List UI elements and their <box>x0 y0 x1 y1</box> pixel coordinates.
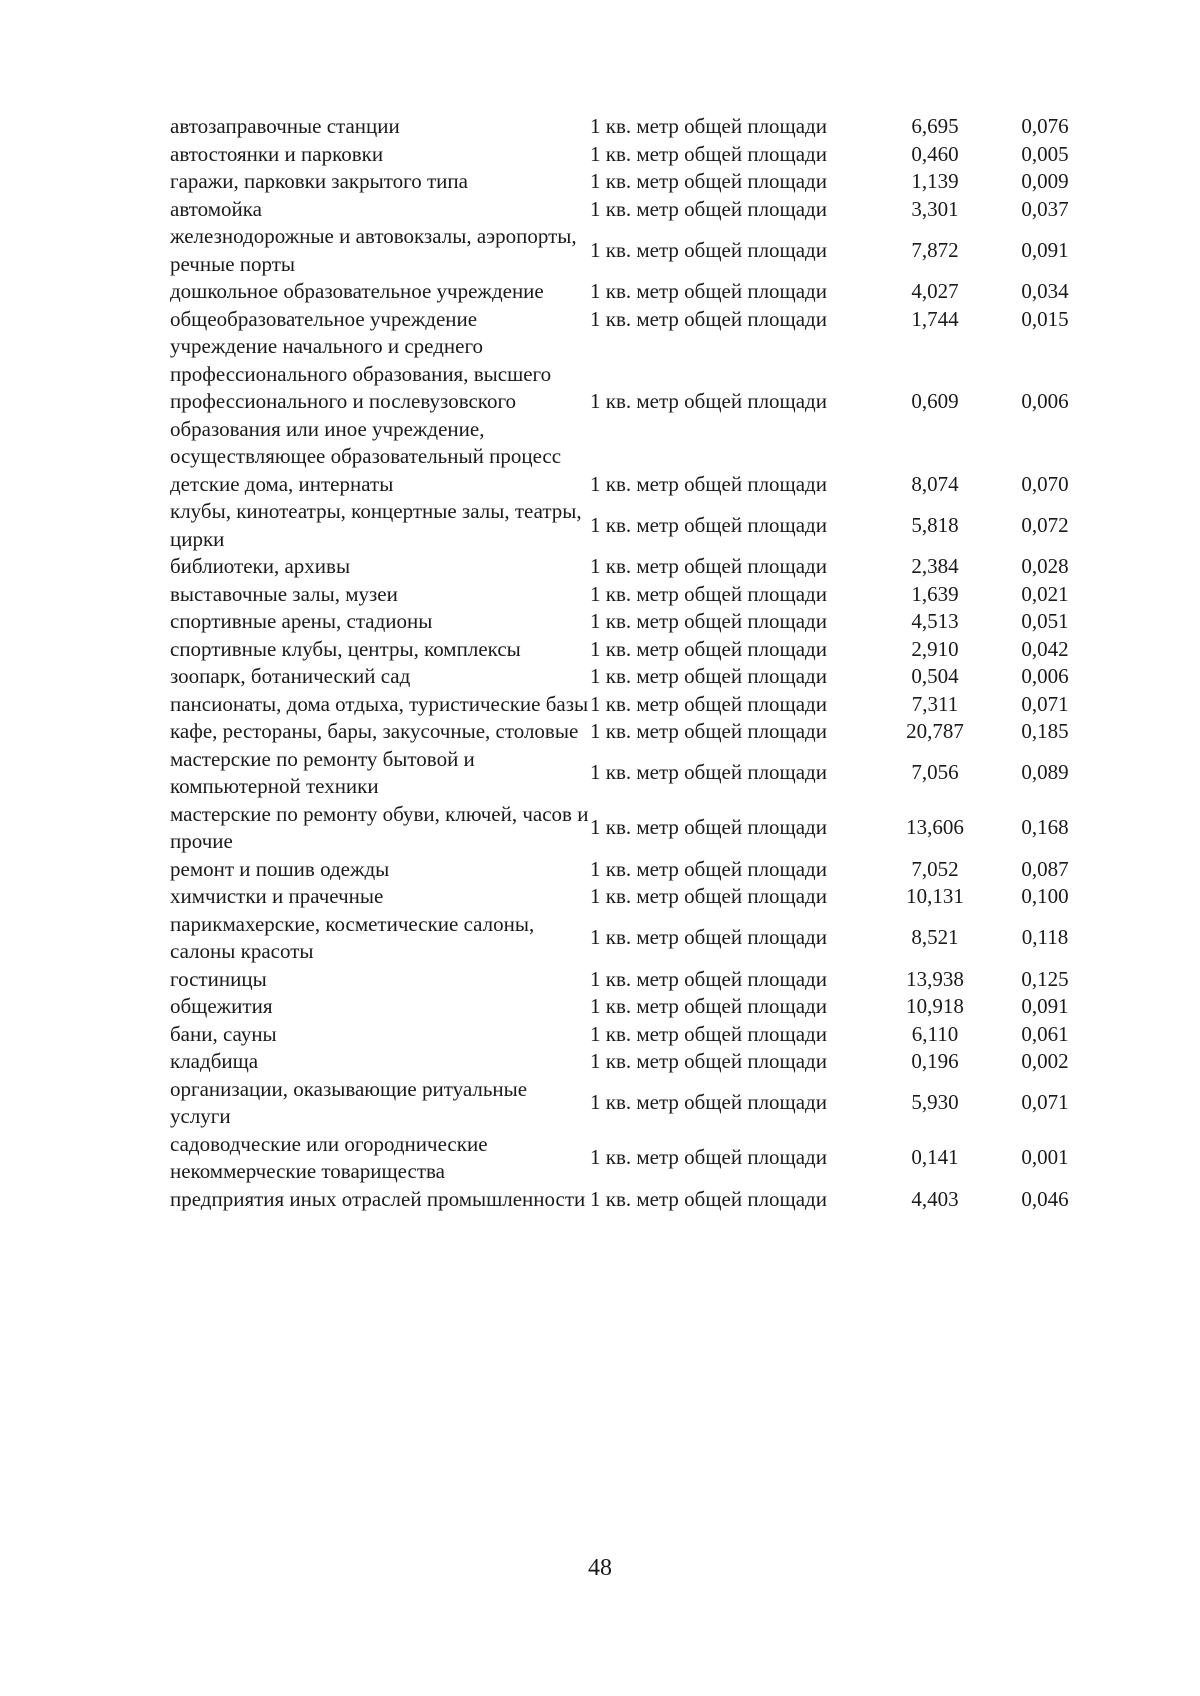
table-row <box>170 911 1100 966</box>
object-name-cell: общежития <box>170 994 273 1018</box>
unit-cell: 1 кв. метр общей площади <box>590 691 827 716</box>
object-name-cell: кладбища <box>170 1049 259 1073</box>
value-1-cell: 4,027 <box>911 279 959 303</box>
value-2-cell: 0,021 <box>1021 581 1069 606</box>
value-2-cell: 0,118 <box>1021 925 1069 950</box>
table-row <box>170 691 1100 719</box>
unit-cell: 1 кв. метр общей площади <box>590 1021 827 1046</box>
value-2-cell: 0,070 <box>1021 471 1069 496</box>
object-name-cell: предприятия иных отраслей промышленности <box>170 1186 586 1211</box>
value-1-cell: 20,787 <box>906 719 964 743</box>
object-name-cell: железнодорожные и автовокзалы, аэропорты, речные порты <box>170 224 577 276</box>
value-2-cell: 0,100 <box>1021 884 1069 908</box>
object-name-cell: пансионаты, дома отдыха, туристические базы <box>170 691 589 716</box>
value-1-cell: 6,695 <box>911 114 959 138</box>
object-name-cell: выставочные залы, музеи <box>170 581 398 606</box>
unit-cell: 1 кв. метр общей площади <box>590 581 827 606</box>
value-1-cell: 7,056 <box>911 760 959 785</box>
table-row <box>170 1131 1100 1186</box>
unit-cell: 1 кв. метр общей площади <box>590 760 827 785</box>
object-name-cell: общеобразовательное учреждение <box>170 306 478 331</box>
object-name-cell: организации, оказывающие ритуальные услуги <box>170 1076 528 1128</box>
page-number: 48 <box>588 1555 612 1581</box>
table-row <box>170 168 1100 196</box>
value-1-cell: 4,403 <box>911 1186 959 1211</box>
value-2-cell: 0,071 <box>1021 1090 1069 1115</box>
value-1-cell: 8,074 <box>911 471 959 496</box>
object-name-cell: автозаправочные станции <box>170 114 400 138</box>
norms-table <box>170 113 1100 1213</box>
object-name-cell: парикмахерские, косметические салоны, салоны красоты <box>170 911 535 963</box>
unit-cell: 1 кв. метр общей площади <box>590 1049 827 1073</box>
object-name-cell: мастерские по ремонту обуви, ключей, часов и прочие <box>170 801 589 853</box>
object-name-cell: автостоянки и парковки <box>170 141 384 166</box>
unit-cell: 1 кв. метр общей площади <box>590 664 827 688</box>
unit-cell: 1 кв. метр общей площади <box>590 719 827 743</box>
table-row <box>170 306 1100 334</box>
table-row <box>170 196 1100 224</box>
object-name-cell: дошкольное образовательное учреждение <box>170 279 544 303</box>
object-name-cell: ремонт и пошив одежды <box>170 856 390 881</box>
value-2-cell: 0,089 <box>1021 760 1069 785</box>
value-1-cell: 2,910 <box>911 636 959 661</box>
value-2-cell: 0,091 <box>1021 237 1069 262</box>
table-row <box>170 746 1100 801</box>
value-2-cell: 0,002 <box>1021 1049 1069 1073</box>
object-name-cell: зоопарк, ботанический сад <box>170 664 411 688</box>
value-1-cell: 0,141 <box>911 1145 959 1170</box>
unit-cell: 1 кв. метр общей площади <box>590 966 827 991</box>
table-row <box>170 883 1100 911</box>
value-1-cell: 10,131 <box>906 884 964 908</box>
table-row <box>170 223 1100 278</box>
value-2-cell: 0,006 <box>1021 389 1069 413</box>
value-1-cell: 6,110 <box>911 1021 959 1046</box>
value-2-cell: 0,034 <box>1021 279 1069 303</box>
table-row <box>170 1021 1100 1049</box>
object-name-cell: спортивные арены, стадионы <box>170 609 433 633</box>
value-1-cell: 10,918 <box>906 994 964 1018</box>
object-name-cell: садоводческие или огороднические некоммерческие товарищества <box>170 1131 488 1183</box>
unit-cell: 1 кв. метр общей площади <box>590 196 827 221</box>
value-1-cell: 0,460 <box>911 141 959 166</box>
value-2-cell: 0,168 <box>1021 815 1069 840</box>
value-1-cell: 1,639 <box>911 581 959 606</box>
object-name-cell: клубы, кинотеатры, концертные залы, театры, цирки <box>170 499 582 551</box>
value-1-cell: 4,513 <box>911 609 959 633</box>
value-1-cell: 1,744 <box>911 306 959 331</box>
value-2-cell: 0,001 <box>1021 1145 1069 1170</box>
value-2-cell: 0,028 <box>1021 554 1069 578</box>
object-name-cell: автомойка <box>170 196 262 221</box>
table-row <box>170 333 1100 471</box>
unit-cell: 1 кв. метр общей площади <box>590 471 827 496</box>
object-name-cell: детские дома, интернаты <box>170 471 394 496</box>
value-2-cell: 0,046 <box>1021 1186 1069 1211</box>
unit-cell: 1 кв. метр общей площади <box>590 884 827 908</box>
table-row <box>170 1048 1100 1076</box>
unit-cell: 1 кв. метр общей площади <box>590 925 827 950</box>
value-1-cell: 7,872 <box>911 237 959 262</box>
table-row <box>170 498 1100 553</box>
value-1-cell: 5,930 <box>911 1090 959 1115</box>
value-1-cell: 0,196 <box>911 1049 959 1073</box>
table-row <box>170 113 1100 141</box>
value-2-cell: 0,125 <box>1021 966 1069 991</box>
table-row <box>170 718 1100 746</box>
value-2-cell: 0,042 <box>1021 636 1069 661</box>
unit-cell: 1 кв. метр общей площади <box>590 512 827 537</box>
value-2-cell: 0,015 <box>1021 306 1069 331</box>
value-1-cell: 13,606 <box>906 815 964 840</box>
object-name-cell: библиотеки, архивы <box>170 554 351 578</box>
value-1-cell: 0,609 <box>911 389 959 413</box>
unit-cell: 1 кв. метр общей площади <box>590 815 827 840</box>
unit-cell: 1 кв. метр общей площади <box>590 1186 827 1211</box>
table-row <box>170 801 1100 856</box>
value-1-cell: 1,139 <box>911 169 959 193</box>
value-2-cell: 0,185 <box>1021 719 1069 743</box>
unit-cell: 1 кв. метр общей площади <box>590 169 827 193</box>
unit-cell: 1 кв. метр общей площади <box>590 389 827 413</box>
object-name-cell: учреждение начального и среднего профессионального образования, высшего профессионального и послевузовского образования или иное учреждение, осуществляющее образовательный процесс <box>170 334 562 468</box>
value-2-cell: 0,087 <box>1021 856 1069 881</box>
table-row <box>170 1076 1100 1131</box>
unit-cell: 1 кв. метр общей площади <box>590 609 827 633</box>
unit-cell: 1 кв. метр общей площади <box>590 856 827 881</box>
value-2-cell: 0,009 <box>1021 169 1069 193</box>
table-row <box>170 608 1100 636</box>
table-row <box>170 471 1100 499</box>
table-row <box>170 141 1100 169</box>
unit-cell: 1 кв. метр общей площади <box>590 306 827 331</box>
value-1-cell: 0,504 <box>911 664 959 688</box>
table-row <box>170 581 1100 609</box>
table-row <box>170 993 1100 1021</box>
unit-cell: 1 кв. метр общей площади <box>590 1145 827 1170</box>
table-row <box>170 553 1100 581</box>
table-row <box>170 966 1100 994</box>
object-name-cell: кафе, рестораны, бары, закусочные, столовые <box>170 719 579 743</box>
value-1-cell: 7,052 <box>911 856 959 881</box>
value-2-cell: 0,006 <box>1021 664 1069 688</box>
value-2-cell: 0,076 <box>1021 114 1069 138</box>
table-row <box>170 663 1100 691</box>
value-2-cell: 0,091 <box>1021 994 1069 1018</box>
value-2-cell: 0,071 <box>1021 691 1069 716</box>
object-name-cell: мастерские по ремонту бытовой и компьютерной техники <box>170 746 475 798</box>
value-1-cell: 5,818 <box>911 512 959 537</box>
table-row <box>170 636 1100 664</box>
unit-cell: 1 кв. метр общей площади <box>590 141 827 166</box>
unit-cell: 1 кв. метр общей площади <box>590 237 827 262</box>
value-1-cell: 8,521 <box>911 925 959 950</box>
value-1-cell: 3,301 <box>911 196 959 221</box>
object-name-cell: спортивные клубы, центры, комплексы <box>170 636 521 661</box>
object-name-cell: гостиницы <box>170 966 267 991</box>
unit-cell: 1 кв. метр общей площади <box>590 1090 827 1115</box>
unit-cell: 1 кв. метр общей площади <box>590 279 827 303</box>
unit-cell: 1 кв. метр общей площади <box>590 994 827 1018</box>
value-2-cell: 0,005 <box>1021 141 1069 166</box>
value-2-cell: 0,061 <box>1021 1021 1069 1046</box>
norms-table-body <box>170 113 1100 1213</box>
value-1-cell: 2,384 <box>911 554 959 578</box>
table-row <box>170 1186 1100 1214</box>
table-row <box>170 856 1100 884</box>
table-row <box>170 278 1100 306</box>
value-2-cell: 0,051 <box>1021 609 1069 633</box>
value-2-cell: 0,072 <box>1021 512 1069 537</box>
value-2-cell: 0,037 <box>1021 196 1069 221</box>
value-1-cell: 13,938 <box>906 966 964 991</box>
object-name-cell: химчистки и прачечные <box>170 884 384 908</box>
unit-cell: 1 кв. метр общей площади <box>590 636 827 661</box>
unit-cell: 1 кв. метр общей площади <box>590 114 827 138</box>
object-name-cell: бани, сауны <box>170 1021 277 1046</box>
value-1-cell: 7,311 <box>911 691 959 716</box>
object-name-cell: гаражи, парковки закрытого типа <box>170 169 468 193</box>
unit-cell: 1 кв. метр общей площади <box>590 554 827 578</box>
